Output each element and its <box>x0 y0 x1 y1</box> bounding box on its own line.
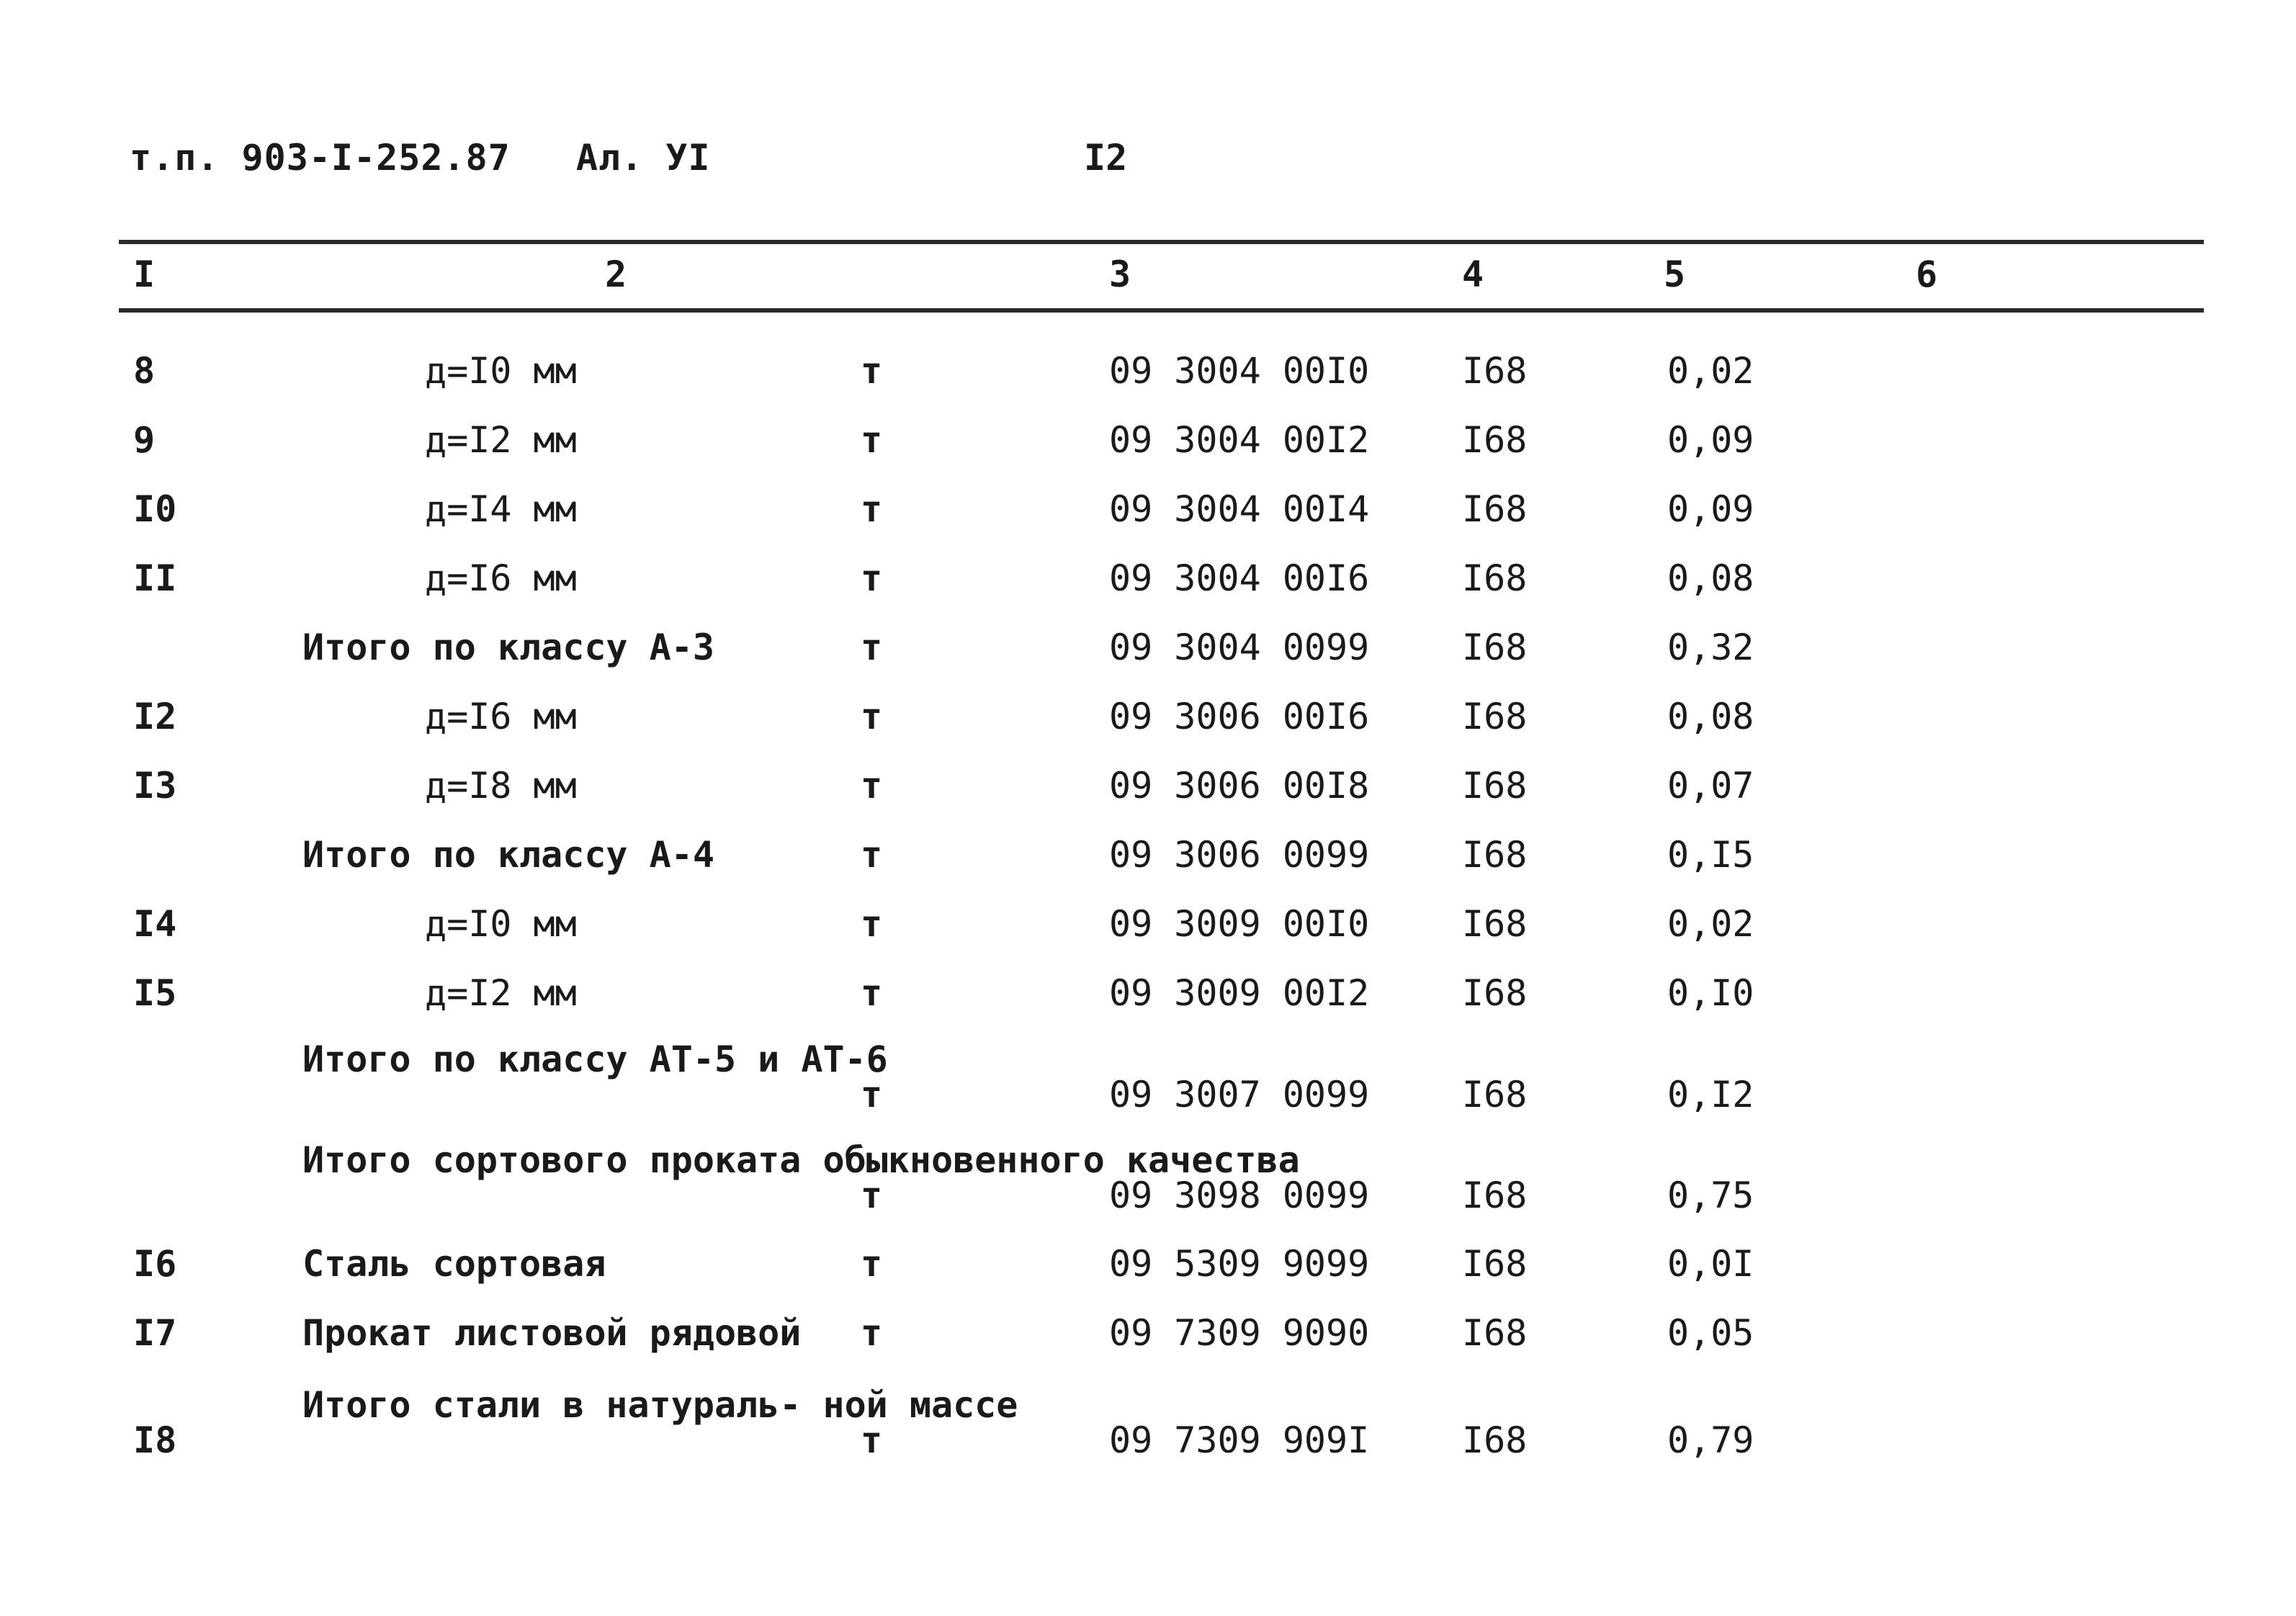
row-name: Итого стали в натураль- ной массе <box>302 1384 1018 1426</box>
row-col4: I68 <box>1462 1074 1528 1116</box>
row-col4: I68 <box>1462 972 1528 1014</box>
row-col4: I68 <box>1462 1243 1528 1285</box>
row-unit: т <box>861 1419 883 1461</box>
row-quantity: 0,09 <box>1667 419 1754 461</box>
row-col4: I68 <box>1462 419 1528 461</box>
row-quantity: 0,I5 <box>1667 834 1754 876</box>
row-code: 09 3006 00I6 <box>1109 696 1370 737</box>
row-name: д=I0 мм <box>425 903 577 945</box>
page-number: I2 <box>1084 137 1128 179</box>
row-code: 09 3004 0099 <box>1109 627 1370 668</box>
row-name: Итого по классу А-4 <box>302 834 714 876</box>
row-number: I2 <box>133 696 177 737</box>
row-code: 09 3004 00I4 <box>1109 488 1370 530</box>
column-header-3: 3 <box>1109 253 1131 295</box>
row-name: Итого сортового проката обыкновенного качества <box>302 1139 1300 1181</box>
column-header-1: I <box>133 253 156 295</box>
row-col4: I68 <box>1462 627 1528 668</box>
row-quantity: 0,I0 <box>1667 972 1754 1014</box>
row-col4: I68 <box>1462 557 1528 599</box>
row-quantity: 0,0I <box>1667 1243 1754 1285</box>
row-name: Итого по классу А-3 <box>302 627 714 668</box>
row-number: I8 <box>133 1419 177 1461</box>
row-unit: т <box>861 488 883 530</box>
row-quantity: 0,02 <box>1667 903 1754 945</box>
row-number: I3 <box>133 765 177 807</box>
row-unit: т <box>861 350 883 392</box>
row-name: Итого по классу АТ-5 и АТ-6 <box>302 1038 888 1080</box>
row-col4: I68 <box>1462 696 1528 737</box>
row-col4: I68 <box>1462 834 1528 876</box>
row-quantity: 0,05 <box>1667 1312 1754 1354</box>
row-code: 09 7309 9090 <box>1109 1312 1370 1354</box>
row-number: 9 <box>133 419 156 461</box>
row-number: I7 <box>133 1312 177 1354</box>
row-col4: I68 <box>1462 488 1528 530</box>
table-top-rule <box>119 240 2204 244</box>
row-quantity: 0,32 <box>1667 627 1754 668</box>
row-name: д=I6 мм <box>425 696 577 737</box>
row-code: 09 3098 0099 <box>1109 1175 1370 1216</box>
row-quantity: 0,08 <box>1667 696 1754 737</box>
row-col4: I68 <box>1462 903 1528 945</box>
row-number: II <box>133 557 177 599</box>
row-col4: I68 <box>1462 765 1528 807</box>
row-name: Прокат листовой рядовой <box>302 1312 802 1354</box>
row-unit: т <box>861 419 883 461</box>
row-unit: т <box>861 627 883 668</box>
row-unit: т <box>861 972 883 1014</box>
row-number: 8 <box>133 350 156 392</box>
row-quantity: 0,07 <box>1667 765 1754 807</box>
row-number: I4 <box>133 903 177 945</box>
row-col4: I68 <box>1462 350 1528 392</box>
row-unit: т <box>861 1074 883 1116</box>
row-quantity: 0,09 <box>1667 488 1754 530</box>
row-quantity: 0,79 <box>1667 1419 1754 1461</box>
row-name: д=I2 мм <box>425 419 577 461</box>
album-number: Ал. УI <box>575 137 711 179</box>
row-name: д=I8 мм <box>425 765 577 807</box>
row-code: 09 5309 9099 <box>1109 1243 1370 1285</box>
column-header-6: 6 <box>1916 253 1938 295</box>
row-unit: т <box>861 1175 883 1216</box>
row-number: I5 <box>133 972 177 1014</box>
row-code: 09 3006 00I8 <box>1109 765 1370 807</box>
row-quantity: 0,I2 <box>1667 1074 1754 1116</box>
row-name: д=I2 мм <box>425 972 577 1014</box>
row-code: 09 3007 0099 <box>1109 1074 1370 1116</box>
row-unit: т <box>861 557 883 599</box>
table-header-rule <box>119 308 2204 313</box>
row-quantity: 0,02 <box>1667 350 1754 392</box>
row-name: Сталь сортовая <box>302 1243 606 1285</box>
row-name: д=I4 мм <box>425 488 577 530</box>
column-header-4: 4 <box>1462 253 1484 295</box>
row-code: 09 3004 00I6 <box>1109 557 1370 599</box>
row-unit: т <box>861 1243 883 1285</box>
row-quantity: 0,08 <box>1667 557 1754 599</box>
column-header-2: 2 <box>605 253 627 295</box>
doc-reference: т.п. 903-I-252.87 <box>130 137 511 179</box>
row-unit: т <box>861 903 883 945</box>
row-name: д=I0 мм <box>425 350 577 392</box>
row-col4: I68 <box>1462 1419 1528 1461</box>
row-quantity: 0,75 <box>1667 1175 1754 1216</box>
row-unit: т <box>861 1312 883 1354</box>
row-unit: т <box>861 834 883 876</box>
document-header <box>130 137 710 179</box>
row-col4: I68 <box>1462 1312 1528 1354</box>
row-code: 09 3004 00I2 <box>1109 419 1370 461</box>
row-number: I6 <box>133 1243 177 1285</box>
row-name: д=I6 мм <box>425 557 577 599</box>
row-number: I0 <box>133 488 177 530</box>
row-code: 09 3004 00I0 <box>1109 350 1370 392</box>
row-col4: I68 <box>1462 1175 1528 1216</box>
row-code: 09 3009 00I2 <box>1109 972 1370 1014</box>
row-unit: т <box>861 765 883 807</box>
row-code: 09 7309 909I <box>1109 1419 1370 1461</box>
column-header-5: 5 <box>1664 253 1686 295</box>
row-code: 09 3009 00I0 <box>1109 903 1370 945</box>
row-unit: т <box>861 696 883 737</box>
row-code: 09 3006 0099 <box>1109 834 1370 876</box>
